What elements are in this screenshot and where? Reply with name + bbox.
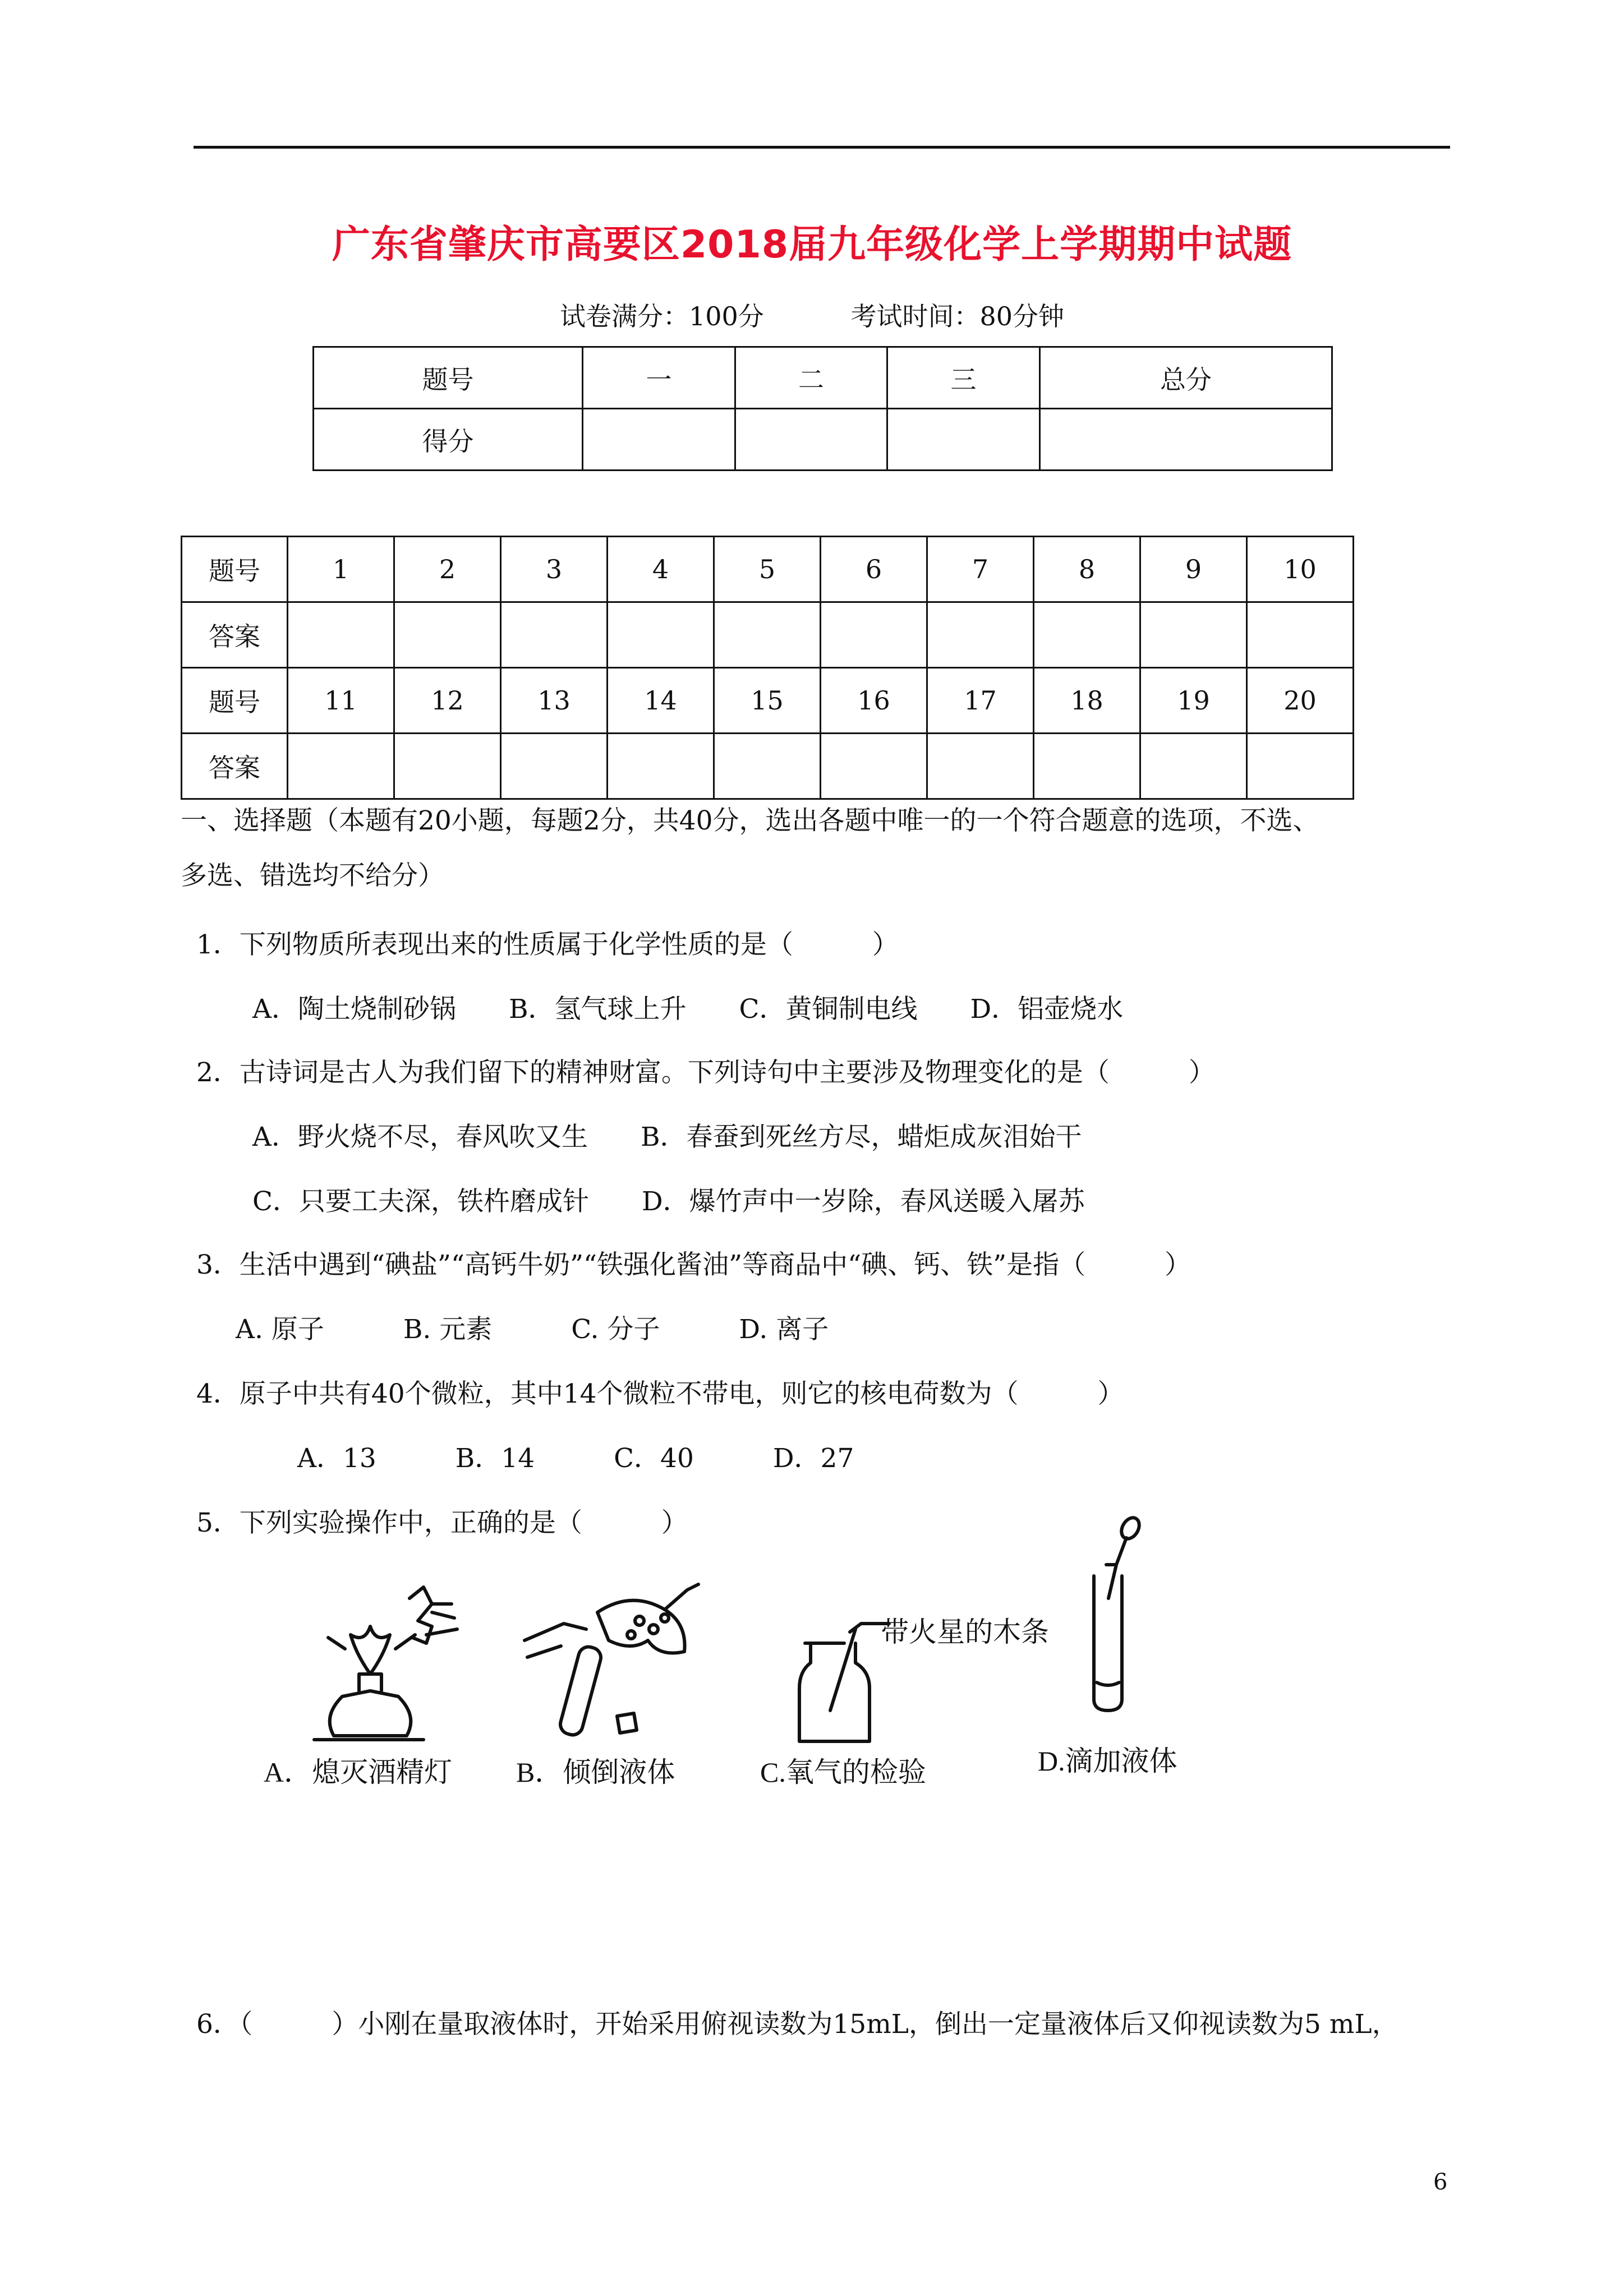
question-number-cell: 4 <box>608 537 714 602</box>
score-row-label: 得分 <box>314 409 583 471</box>
exam-info <box>0 296 1624 333</box>
question-6-stem: 6．（ ）小刚在量取液体时，开始采用俯视读数为15mL，倒出一定量液体后又仰视读数为5 mL， <box>196 2009 1398 2040</box>
question-number-cell: 11 <box>288 668 394 734</box>
question-3-options: A. 原子 B. 元素 C. 分子 D. 离子 <box>236 1314 829 1345</box>
question-4-stem: 4．原子中共有40个微粒，其中14个微粒不带电，则它的核电荷数为（ ） <box>196 1378 1124 1409</box>
answer-cell <box>501 734 608 799</box>
answer-cell <box>1140 602 1247 668</box>
header-rule <box>194 146 1450 149</box>
question-4-options: A．13 B．14 C．40 D．27 <box>297 1443 854 1474</box>
answer-cell <box>821 734 927 799</box>
answer-cell <box>1247 602 1354 668</box>
answer-cell <box>608 602 714 668</box>
answer-cell <box>1140 734 1247 799</box>
score-header-cell: 题号 <box>314 347 583 409</box>
figure-caption-b: B．倾倒液体 <box>516 1756 675 1788</box>
question-number-cell: 18 <box>1034 668 1140 734</box>
answer-cell <box>394 602 501 668</box>
question-number-cell: 17 <box>927 668 1034 734</box>
question-1-stem: 1．下列物质所表现出来的性质属于化学性质的是（ ） <box>196 929 899 960</box>
question-number-cell: 19 <box>1140 668 1247 734</box>
answer-cell <box>1247 734 1354 799</box>
question-number-cell: 7 <box>927 537 1034 602</box>
glowing-splint-label: 带火星的木条 <box>881 1616 1049 1648</box>
figure-caption-a: A．熄灭酒精灯 <box>264 1756 453 1788</box>
answer-cell <box>394 734 501 799</box>
question-number-cell: 5 <box>714 537 821 602</box>
question-number-cell: 16 <box>821 668 927 734</box>
score-header-cell: 三 <box>887 347 1040 409</box>
question-number-cell: 2 <box>394 537 501 602</box>
section-instructions: 一、选择题（本题有20小题，每题2分，共40分，选出各题中唯一的一个符合题意的选项，不选、 <box>181 805 1319 836</box>
question-2-options-cd: C．只要工夫深，铁杵磨成针 D．爆竹声中一岁除，春风送暖入屠苏 <box>252 1186 1085 1217</box>
question-number-cell: 9 <box>1140 537 1247 602</box>
answer-row-label: 答案 <box>182 602 288 668</box>
answer-row-label: 答案 <box>182 734 288 799</box>
page-number: 6 <box>1433 2169 1448 2195</box>
question-2-stem: 2．古诗词是古人为我们留下的精神财富。下列诗句中主要涉及物理变化的是（ ） <box>196 1057 1215 1088</box>
question-number-cell: 1 <box>288 537 394 602</box>
question-3-stem: 3．生活中遇到“碘盐”“高钙牛奶”“铁强化酱油”等商品中“碘、钙、铁”是指（ ） <box>196 1250 1191 1280</box>
answer-cell <box>288 602 394 668</box>
question-number-cell: 13 <box>501 668 608 734</box>
answer-cell <box>927 734 1034 799</box>
answer-table <box>181 536 1354 800</box>
question-2-options-ab: A．野火烧不尽，春风吹又生 B．春蚕到死丝方尽，蜡炬成灰泪始干 <box>252 1122 1082 1152</box>
answer-cell <box>1034 734 1140 799</box>
pouring-liquid-figure <box>519 1579 704 1747</box>
answer-cell <box>288 734 394 799</box>
answer-cell <box>927 602 1034 668</box>
oxygen-test-figure <box>791 1621 892 1750</box>
figure-caption-c: C.氧气的检验 <box>760 1756 926 1788</box>
alcohol-lamp-figure <box>311 1582 463 1744</box>
question-1-options: A．陶土烧制砂锅 B．氢气球上升 C．黄铜制电线 D．铝壶烧水 <box>252 994 1124 1025</box>
question-number-cell: 3 <box>501 537 608 602</box>
score-header-cell: 一 <box>583 347 735 409</box>
question-number-cell: 8 <box>1034 537 1140 602</box>
question-number-cell: 14 <box>608 668 714 734</box>
answer-cell <box>1034 602 1140 668</box>
score-cell <box>1040 409 1332 471</box>
exam-time: 考试时间：80分钟 <box>850 301 1064 331</box>
answer-cell <box>608 734 714 799</box>
answer-cell <box>714 734 821 799</box>
figure-caption-d: D.滴加液体 <box>1038 1745 1177 1777</box>
score-cell <box>887 409 1040 471</box>
question-number-cell: 10 <box>1247 537 1354 602</box>
answer-cell <box>501 602 608 668</box>
score-header-cell: 总分 <box>1040 347 1332 409</box>
score-table <box>312 346 1333 471</box>
question-5-stem: 5．下列实验操作中，正确的是（ ） <box>196 1507 688 1538</box>
section-instructions-cont: 多选、错选均不给分） <box>181 860 444 891</box>
question-number-cell: 12 <box>394 668 501 734</box>
question-number-cell: 20 <box>1247 668 1354 734</box>
score-cell <box>735 409 887 471</box>
answer-row-label: 题号 <box>182 537 288 602</box>
answer-cell <box>714 602 821 668</box>
score-header-cell: 二 <box>735 347 887 409</box>
dropper-figure <box>1083 1514 1144 1716</box>
question-number-cell: 15 <box>714 668 821 734</box>
question-number-cell: 6 <box>821 537 927 602</box>
page-title: 广东省肇庆市高要区2018届九年级化学上学期期中试题 <box>332 223 1292 267</box>
score-cell <box>583 409 735 471</box>
answer-row-label: 题号 <box>182 668 288 734</box>
full-score: 试卷满分：100分 <box>560 301 764 331</box>
answer-cell <box>821 602 927 668</box>
